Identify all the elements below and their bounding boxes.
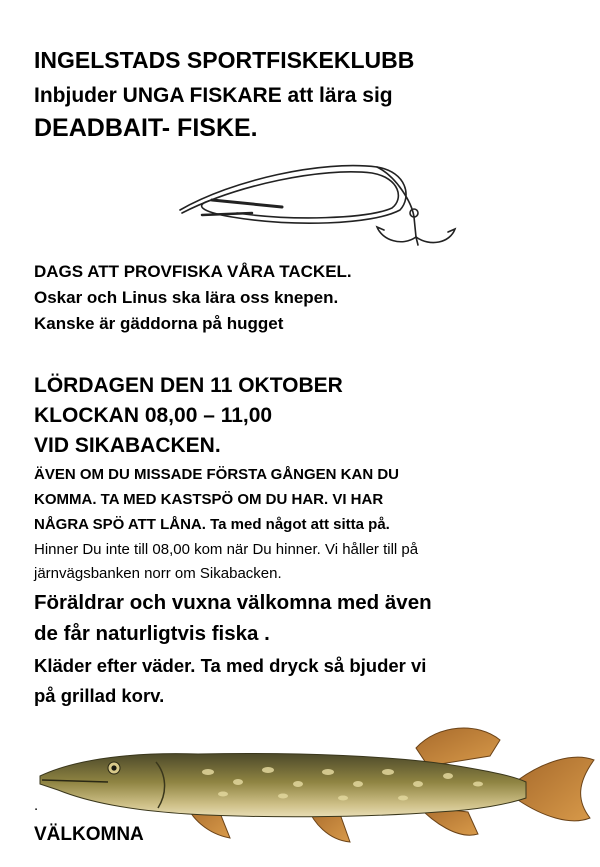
intro-line-3: Kanske är gäddorna på hugget <box>34 314 284 333</box>
club-name: INGELSTADS SPORTFISKEKLUBB <box>34 47 415 73</box>
intro-line-1: DAGS ATT PROVFISKA VÅRA TACKEL. <box>34 262 352 281</box>
event-time: KLOCKAN 08,00 – 11,00 <box>34 404 273 427</box>
clothes-line-1: Kläder efter väder. Ta med dryck så bjuder vi <box>34 655 427 676</box>
welcome-text: VÄLKOMNA <box>34 824 144 845</box>
info-line-2: järnvägsbanken norr om Sikabacken. <box>34 565 282 582</box>
clothes-line-2: på grillad korv. <box>34 685 165 706</box>
info-caps-line-1: ÄVEN OM DU MISSADE FÖRSTA GÅNGEN KAN DU <box>34 466 400 483</box>
fishing-rig-illustration <box>172 155 467 255</box>
parents-line-1: Föräldrar och vuxna välkomna med även <box>34 591 432 614</box>
event-place: VID SIKABACKEN. <box>34 434 221 457</box>
info-line-1: Hinner Du inte till 08,00 kom när Du hinner. Vi håller till på <box>34 541 419 558</box>
topic-title: DEADBAIT- FISKE. <box>34 114 258 142</box>
info-caps-line-2: KOMMA. TA MED KASTSPÖ OM DU HAR. VI HAR <box>34 491 384 508</box>
info-caps-line-3: NÅGRA SPÖ ATT LÅNA. Ta med något att sitta på. <box>34 516 390 533</box>
intro-line-2: Oskar och Linus ska lära oss knepen. <box>34 288 339 307</box>
event-date: LÖRDAGEN DEN 11 OKTOBER <box>34 374 343 397</box>
footer-dot: . <box>34 797 39 814</box>
invite-line: Inbjuder UNGA FISKARE att lära sig <box>34 84 393 107</box>
parents-line-2: de får naturligtvis fiska . <box>34 622 270 645</box>
